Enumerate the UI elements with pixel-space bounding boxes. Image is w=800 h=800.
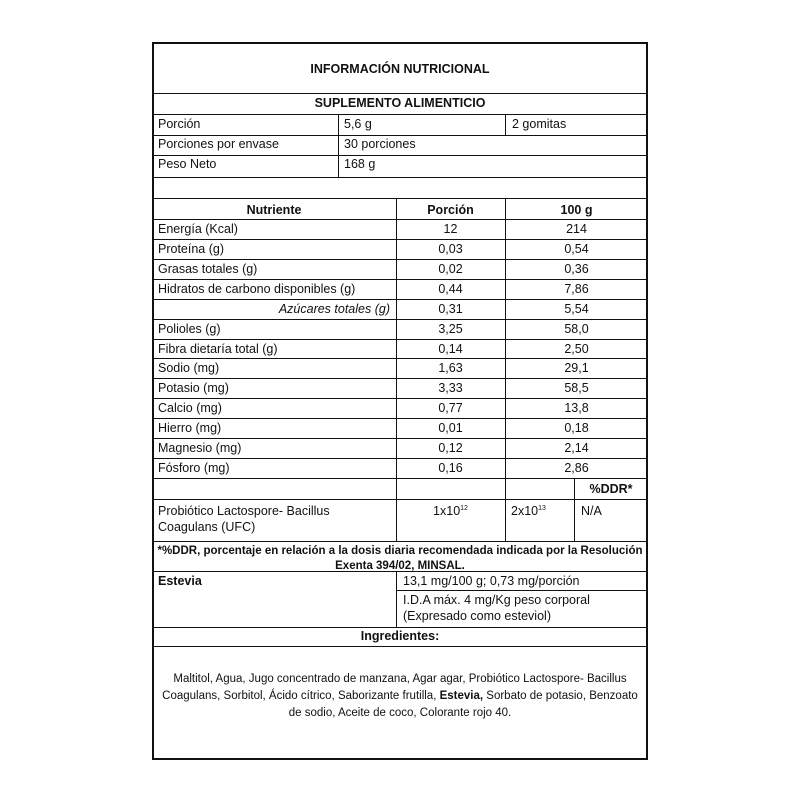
- nutrient-portion: 1,63: [438, 361, 463, 376]
- nutrient-name: Azúcares totales (g): [278, 301, 390, 316]
- serving-value: 5,6 g: [344, 117, 372, 131]
- divider: [505, 114, 506, 135]
- nutrient-per100: 58,5: [564, 381, 589, 396]
- label-subtitle: SUPLEMENTO ALIMENTICIO: [314, 96, 486, 110]
- divider: [152, 541, 648, 542]
- nutrient-portion: 0,77: [438, 401, 463, 416]
- divider: [396, 571, 397, 627]
- ingredients-line3: de sodio, Aceite de coco, Colorante rojo 40.: [288, 707, 512, 719]
- divider: [152, 571, 648, 572]
- nutrient-portion: 0,12: [438, 441, 463, 456]
- stevia-label: Estevia: [158, 574, 202, 588]
- divider: [152, 155, 648, 156]
- nutrient-per100: 13,8: [564, 401, 589, 416]
- nutrient-portion: 0,02: [438, 261, 463, 276]
- nutrient-name: Grasas totales (g): [158, 261, 258, 276]
- serving-extra: 2 gomitas: [512, 117, 567, 131]
- nutrient-portion: 0,44: [438, 281, 463, 296]
- nutrient-name: Calcio (mg): [158, 401, 222, 416]
- header-portion: Porción: [427, 203, 474, 217]
- serving-label: Peso Neto: [158, 157, 217, 171]
- ingredients-line2: Coagulans, Sorbitol, Ácido cítrico, Saborizante frutilla, Estevia, Sorbato de potasio, Benzoato: [162, 690, 638, 702]
- nutrient-per100: 5,54: [564, 301, 589, 316]
- serving-label: Porción: [158, 117, 201, 131]
- nutrient-per100: 2,50: [564, 341, 589, 356]
- nutrient-per100: 29,1: [564, 361, 589, 376]
- divider: [152, 418, 648, 419]
- probiotic-ddr: N/A: [581, 504, 602, 518]
- divider: [152, 358, 648, 359]
- nutrient-name: Hierro (mg): [158, 421, 222, 436]
- header-per100: 100 g: [560, 203, 593, 217]
- probiotic-name-line2: Coagulans (UFC): [158, 520, 256, 534]
- probiotic-portion: $1x10^{12}$: [433, 504, 468, 518]
- nutrient-portion: 0,16: [438, 461, 463, 476]
- nutrient-portion: 0,14: [438, 341, 463, 356]
- divider: [338, 114, 339, 177]
- nutrient-per100: 7,86: [564, 281, 589, 296]
- ddr-header: %DDR*: [589, 482, 633, 496]
- nutrient-portion: 12: [443, 222, 458, 236]
- nutrient-per100: 2,14: [564, 441, 589, 456]
- nutrient-name: Magnesio (mg): [158, 441, 242, 456]
- divider: [152, 438, 648, 439]
- serving-value: 30 porciones: [344, 137, 416, 151]
- label-title: INFORMACIÓN NUTRICIONAL: [310, 62, 490, 76]
- divider: [152, 458, 648, 459]
- serving-label: Porciones por envase: [158, 137, 279, 151]
- nutrient-name: Sodio (mg): [158, 361, 220, 376]
- nutrient-portion: 3,33: [438, 381, 463, 396]
- nutrient-portion: 0,31: [438, 301, 463, 316]
- footnote-line1: *%DDR, porcentaje en relación a la dosis diaria recomendada indicada por la Resolución: [157, 545, 643, 557]
- stevia-ida: I.D.A máx. 4 mg/Kg peso corporal: [403, 593, 590, 607]
- nutrient-portion: 0,01: [438, 421, 463, 436]
- ingredients-line1: Maltitol, Agua, Jugo concentrado de manzana, Agar agar, Probiótico Lactospore- Bacillus: [173, 673, 627, 685]
- divider: [152, 219, 648, 220]
- probiotic-per100: $2x10^{13}$: [511, 504, 546, 518]
- divider: [396, 590, 648, 591]
- nutrient-per100: 0,18: [564, 421, 589, 436]
- stevia-note: (Expresado como esteviol): [403, 609, 551, 623]
- nutrient-per100: 58,0: [564, 321, 589, 336]
- nutrient-name: Hidratos de carbono disponibles (g): [158, 281, 356, 296]
- divider: [152, 499, 648, 500]
- stevia-amount: 13,1 mg/100 g; 0,73 mg/porción: [403, 574, 580, 588]
- ingredients-header: Ingredientes:: [360, 629, 440, 643]
- nutrient-name: Energía (Kcal): [158, 222, 238, 236]
- divider: [152, 646, 648, 647]
- nutrient-name: Proteína (g): [158, 241, 225, 256]
- divider: [152, 239, 648, 240]
- divider: [152, 177, 648, 178]
- divider: [152, 93, 648, 94]
- nutrient-per100: 2,86: [564, 461, 589, 476]
- header-nutrient: Nutriente: [246, 203, 302, 217]
- nutrient-name: Fósforo (mg): [158, 461, 230, 476]
- divider: [152, 198, 648, 199]
- nutrient-name: Potasio (mg): [158, 381, 229, 396]
- divider: [152, 378, 648, 379]
- nutrient-name: Fibra dietaría total (g): [158, 341, 278, 356]
- probiotic-name-line1: Probiótico Lactospore- Bacillus: [158, 504, 330, 518]
- nutrient-per100: 0,36: [564, 261, 589, 276]
- nutrient-per100: 0,54: [564, 241, 589, 256]
- nutrient-portion: 3,25: [438, 321, 463, 336]
- serving-value: 168 g: [344, 157, 376, 171]
- nutrient-portion: 0,03: [438, 241, 463, 256]
- footnote-line2: Exenta 394/02, MINSAL.: [335, 560, 465, 572]
- nutrient-name: Polioles (g): [158, 321, 221, 336]
- divider: [152, 114, 648, 115]
- divider: [152, 398, 648, 399]
- nutrient-per100: 214: [566, 222, 587, 236]
